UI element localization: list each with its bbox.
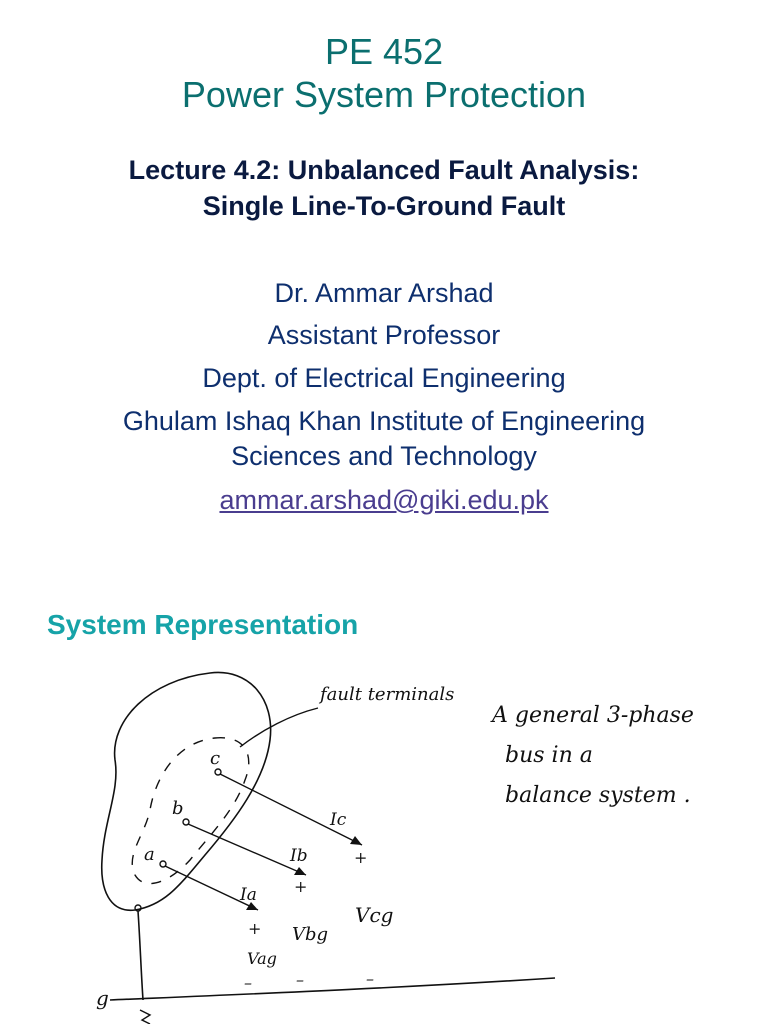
note-line3: balance system .	[505, 783, 691, 808]
author-institute-line2: Sciences and Technology	[231, 441, 537, 471]
current-b-label: Ib	[290, 846, 308, 866]
note-line2: bus in a	[505, 743, 593, 768]
voltage-bg-label: Vbg	[292, 924, 329, 945]
node-c-label: c	[210, 748, 221, 769]
voltage-a-plus: +	[248, 919, 262, 938]
ground-label: g	[96, 986, 109, 1010]
current-b-arrow	[188, 824, 306, 875]
lecture-title-line2: Single Line-To-Ground Fault	[202, 191, 566, 221]
author-department: Dept. of Electrical Engineering	[202, 363, 566, 393]
course-title: Power System Protection	[181, 74, 587, 115]
voltage-ag-label: Vag	[247, 949, 277, 968]
fault-terminals-label: fault terminals	[320, 684, 455, 705]
system-boundary	[102, 672, 271, 910]
lecture-title-line1: Lecture 4.2: Unbalanced Fault Analysis:	[128, 155, 640, 185]
voltage-c-minus: –	[366, 969, 374, 988]
voltage-b-minus: –	[296, 970, 304, 989]
node-b-label: b	[172, 798, 184, 819]
voltage-a-minus: –	[244, 973, 252, 992]
author-institute-line1: Ghulam Ishaq Khan Institute of Engineering	[122, 406, 646, 436]
current-b-plus: +	[294, 877, 308, 896]
neutral-wire	[138, 911, 143, 1000]
voltage-cg-label: Vcg	[355, 903, 394, 927]
author-email-link[interactable]: ammar.arshad@giki.edu.pk	[219, 485, 549, 515]
current-a-label: Ia	[240, 885, 257, 905]
section-heading: System Representation	[47, 609, 359, 640]
note-line1: A general 3-phase	[492, 703, 694, 728]
current-c-label: Ic	[330, 810, 347, 830]
ground-line	[110, 978, 555, 1000]
system-sketch	[0, 660, 768, 1024]
author-name: Dr. Ammar Arshad	[274, 278, 494, 308]
fault-terminals-leader	[240, 708, 318, 747]
ground-symbol	[140, 1010, 150, 1024]
author-position: Assistant Professor	[267, 320, 501, 350]
node-a-label: a	[144, 844, 155, 865]
course-code: PE 452	[324, 31, 444, 72]
current-c-plus: +	[354, 848, 368, 867]
